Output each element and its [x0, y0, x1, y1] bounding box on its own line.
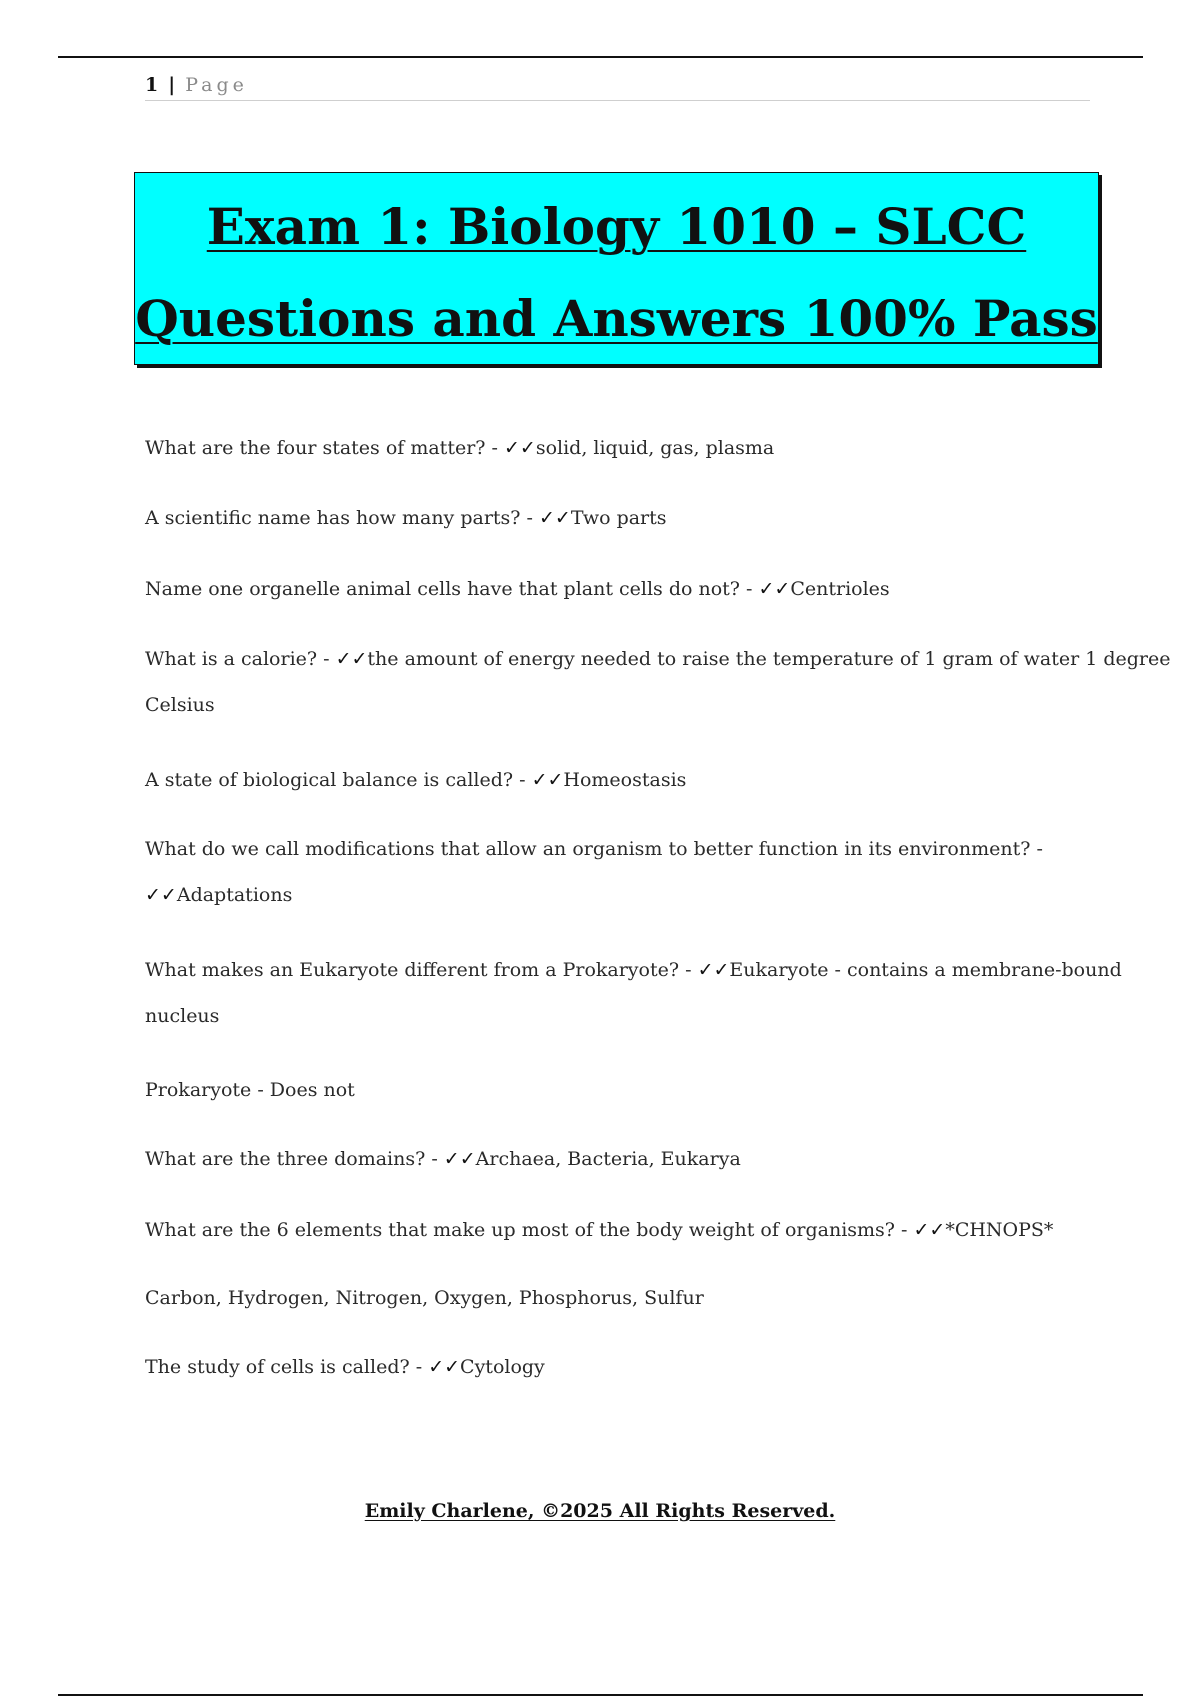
check-icon: ✓✓ [335, 648, 368, 670]
check-icon: ✓✓ [758, 578, 791, 600]
qa-line-continued [145, 869, 1090, 921]
answer-text: Two parts [570, 507, 667, 529]
qa-line-continued: Celsius [145, 694, 215, 716]
answer-text: Centrioles [790, 578, 890, 600]
qa-item [145, 1278, 1090, 1347]
answer-text: Eukaryote - contains a membrane-bound [729, 959, 1122, 981]
check-icon: ✓✓ [428, 1356, 461, 1378]
page-header [145, 70, 1090, 101]
qa-list [145, 428, 1171, 1407]
title-line-1: Exam 1: Biology 1010 – SLCC [206, 197, 1027, 256]
copyright-footer [0, 1500, 1200, 1522]
qa-line-continued: nucleus [145, 1005, 220, 1027]
qa-item [145, 1347, 1090, 1407]
qa-item [145, 639, 1171, 760]
page-number: 1 [145, 74, 159, 96]
copyright-text: Emily Charlene, ©2025 All Rights Reserved. [364, 1500, 836, 1522]
question-text: What are the four states of matter? - [145, 437, 504, 459]
check-icon: ✓✓ [697, 959, 730, 981]
qa-line [145, 569, 1090, 609]
answer-text: *CHNOPS* [945, 1219, 1054, 1241]
question-text: A scientific name has how many parts? - [145, 507, 539, 529]
page-separator: | [168, 74, 176, 96]
qa-line [145, 950, 1122, 990]
check-icon: ✓✓ [538, 507, 571, 529]
question-text: The study of cells is called? - [145, 1356, 429, 1378]
qa-item [145, 1070, 1090, 1139]
qa-item [145, 829, 1090, 950]
plain-text: Prokaryote - Does not [145, 1079, 355, 1101]
qa-line [145, 760, 1090, 800]
qa-line [145, 1210, 1090, 1250]
qa-item [145, 760, 1090, 829]
check-icon: ✓✓ [503, 437, 536, 459]
question-text: What makes an Eukaryote different from a Prokaryote? - [145, 959, 698, 981]
qa-item [145, 1210, 1090, 1278]
title-box [134, 172, 1099, 365]
check-icon: ✓✓ [443, 1148, 476, 1170]
qa-line [145, 1139, 1090, 1179]
qa-line [145, 498, 1090, 538]
question-text: What are the three domains? - [145, 1148, 444, 1170]
check-icon: ✓✓ [531, 769, 564, 791]
title-line-2: Questions and Answers 100% Pass [135, 289, 1098, 348]
question-text: What are the 6 elements that make up most of the body weight of organisms? - [145, 1219, 914, 1241]
qa-item [145, 1139, 1090, 1210]
question-text: A state of biological balance is called? - [145, 769, 532, 791]
qa-line [145, 428, 1090, 468]
qa-line [145, 639, 1171, 679]
check-icon: ✓✓ [913, 1219, 946, 1241]
check-icon: ✓✓ [145, 884, 177, 906]
qa-item [145, 498, 1090, 569]
qa-item [145, 428, 1090, 498]
question-text: What is a calorie? - [145, 648, 336, 670]
question-text: What do we call modifications that allow an organism to better function in its environment? - [145, 838, 1043, 860]
qa-item [145, 950, 1122, 1070]
answer-text: Archaea, Bacteria, Eukarya [475, 1148, 741, 1170]
answer-text: the amount of energy needed to raise the temperature of 1 gram of water 1 degree [367, 648, 1171, 670]
question-text: Name one organelle animal cells have that plant cells do not? - [145, 578, 759, 600]
plain-text: Carbon, Hydrogen, Nitrogen, Oxygen, Phosphorus, Sulfur [145, 1287, 704, 1309]
page-word: Page [185, 74, 248, 96]
answer-text: solid, liquid, gas, plasma [535, 437, 775, 459]
top-rule [58, 56, 1143, 58]
bottom-rule [58, 1694, 1143, 1696]
answer-text: Adaptations [176, 884, 293, 906]
answer-text: Cytology [460, 1356, 545, 1378]
qa-line [145, 1347, 1090, 1387]
qa-item [145, 569, 1090, 639]
answer-text: Homeostasis [563, 769, 687, 791]
